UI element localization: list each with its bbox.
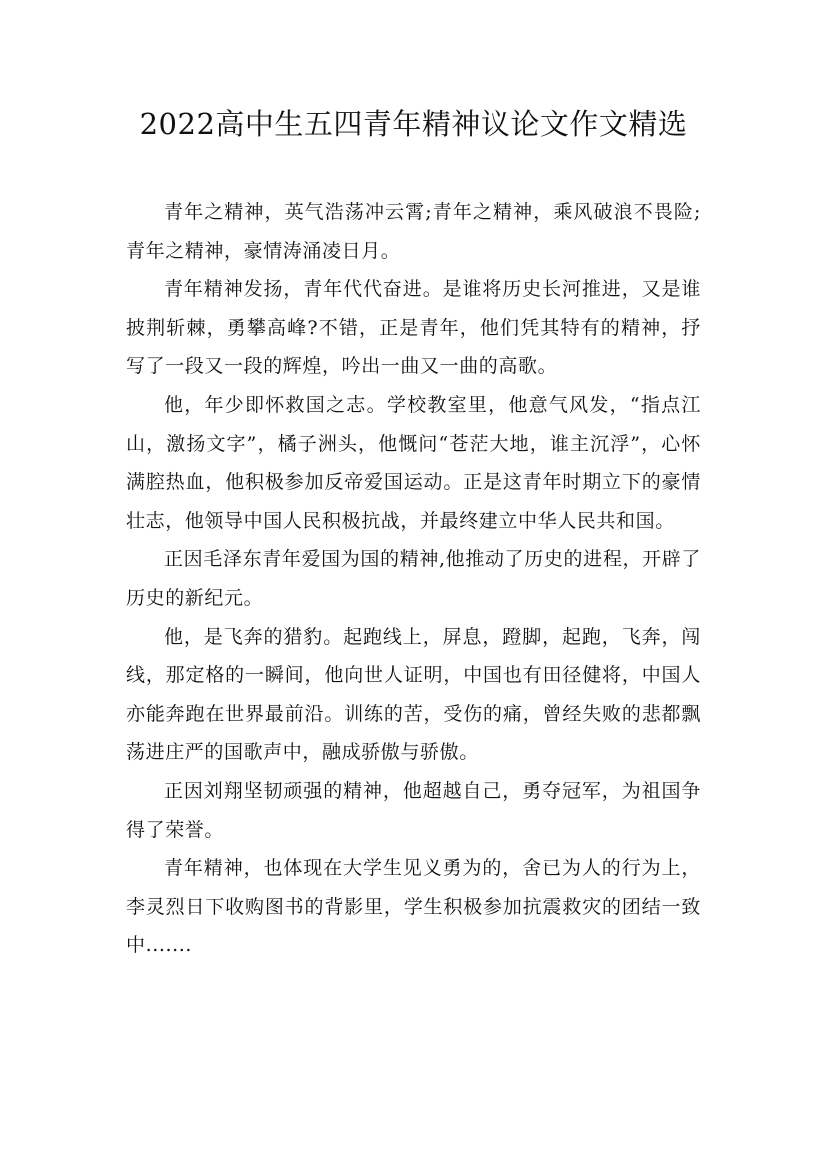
paragraph: 正因毛泽东青年爱国为国的精神,他推动了历史的进程，开辟了历史的新纪元。	[126, 548, 701, 609]
paragraph: 青年之精神，英气浩荡冲云霄;青年之精神，乘风破浪不畏险;青年之精神，豪情涛涌凌日月。	[126, 201, 701, 262]
paragraph: 青年精神，也体现在大学生见义勇为的，舍已为人的行为上，李灵烈日下收购图书的背影里，学生积极参加抗震救灾的团结一致中.......	[126, 857, 701, 957]
document-title: 2022高中生五四青年精神议论文作文精选	[139, 107, 688, 141]
paragraph: 他，是飞奔的猎豹。起跑线上，屏息，蹬脚，起跑，飞奔，闯线，那定格的一瞬间，他向世人证明，中国也有田径健将，中国人亦能奔跑在世界最前沿。训练的苦，受伤的痛，曾经失败的悲都飘荡进庄严的国歌声中，融成骄傲与骄傲。	[126, 625, 701, 764]
document-body	[126, 193, 701, 965]
paragraph: 正因刘翔坚韧顽强的精神，他超越自己，勇夺冠军，为祖国争得了荣誉。	[126, 779, 701, 841]
paragraph: 他，年少即怀救国之志。学校教室里，他意气风发，“指点江山，激扬文字”，橘子洲头，他慨问“苍茫大地，谁主沉浮”，心怀满腔热血，他积极参加反帝爱国运动。正是这青年时期立下的豪情壮志，他领导中国人民积极抗战，并最终建立中华人民共和国。	[126, 393, 701, 532]
paragraph: 青年精神发扬，青年代代奋进。是谁将历史长河推进，又是谁披荆斩棘，勇攀高峰?不错，正是青年，他们凭其特有的精神，抒写了一段又一段的辉煌，吟出一曲又一曲的高歌。	[126, 278, 701, 378]
